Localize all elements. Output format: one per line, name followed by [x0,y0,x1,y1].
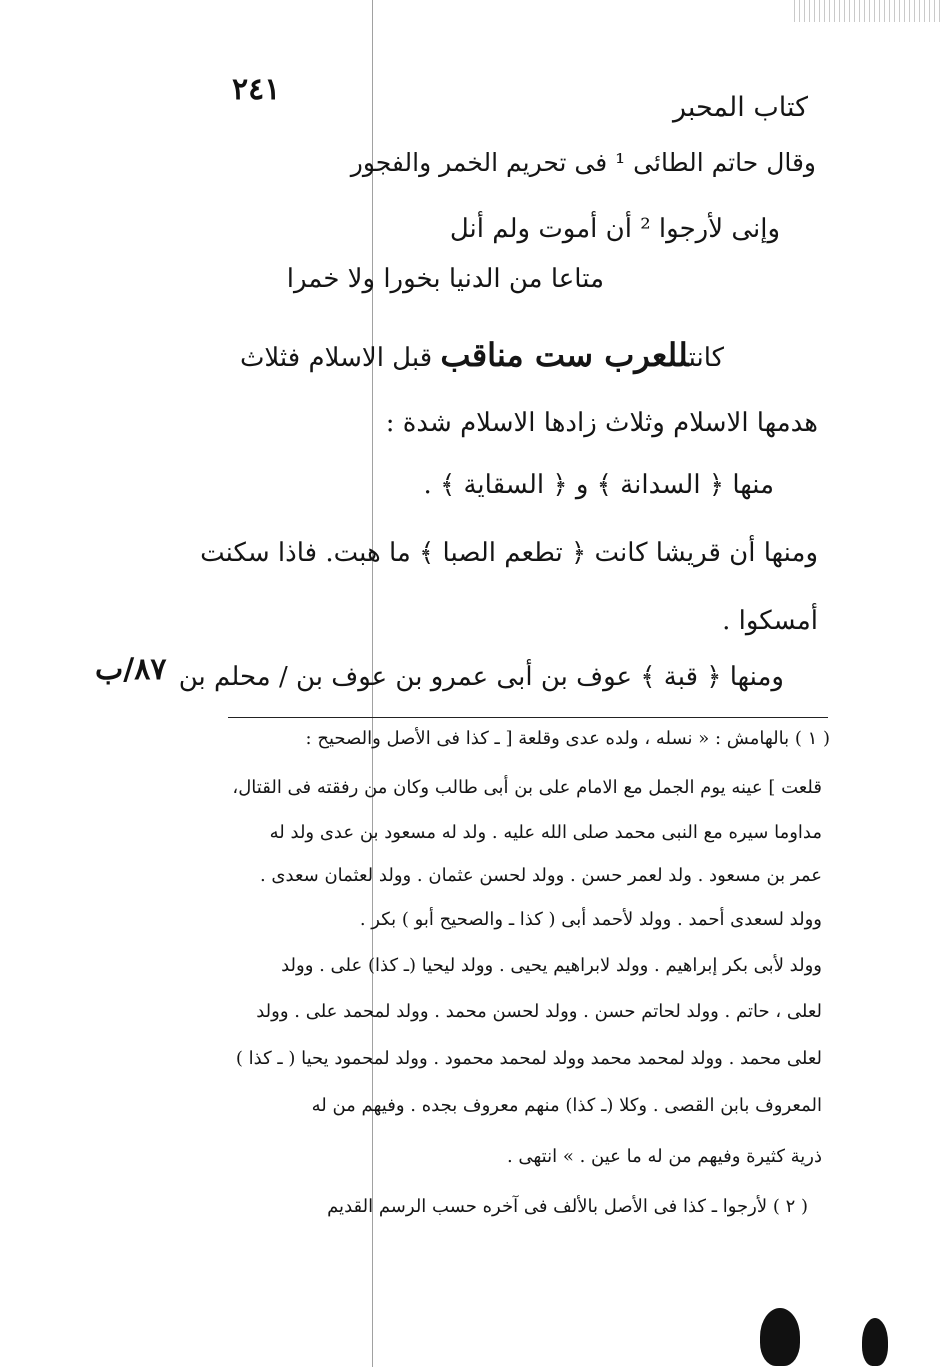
page-number: ٢٤١ [232,72,281,107]
footnote-line: لعلى محمد . وولد لمحمد محمد وولد لمحمد محمود . وولد لمحمود يحيا ( ـ كذا ) [235,1048,822,1069]
footnote-line: وولد لسعدى أحمد . وولد لأحمد أبى ( كذا ـ والصحيح أبو ) بكر . [359,909,822,930]
heading-bold: للعرب ست مناقب [440,336,689,374]
footnote-line: وولد لأبى بكر إبراهيم . وولد لابراهيم يحيى . وولد ليحيا (ـ كذا) على . وولد [281,955,822,976]
text-line: وقال حاتم الطائى ¹ فى تحريم الخمر والفجور [350,148,816,177]
scan-noise [794,0,944,22]
poem-line: متاعا من الدنيا بخورا ولا خمرا [286,264,604,294]
text-line: منها ﴿ السدانة ﴾ و ﴿ السقاية ﴾ . [423,470,774,500]
ink-blot [862,1318,888,1366]
book-title: كتاب المحبر [672,92,808,123]
section-heading [240,336,724,374]
footnote-line: ( ١ ) بالهامش : « نسله ، ولده عدى وقلعة [ ـ كذا فى الأصل والصحيح : [305,728,830,749]
poem-line: وإنى لأرجوا ² أن أموت ولم أنل [449,214,780,244]
text-line: ومنها أن قريشا كانت ﴿ تطعم الصبا ﴾ ما هبت. فاذا سكنت [200,538,818,568]
footnote-line: قلعت ] عينه يوم الجمل مع الامام على بن أبى طالب وكان من رفقته فى القتال، [232,777,822,798]
footnote-line: لعلى ، حاتم . وولد لحاتم حسن . وولد لحسن محمد . وولد لمحمد على . وولد [256,1001,822,1022]
footnote-line: المعروف بابن القصى . وكلا (ـ كذا) منهم معروف بجده . وفيهم من له [311,1095,822,1116]
folio-mark: ٨٧/ب [95,652,167,687]
heading-prefix: كانت [688,343,724,373]
footnote-separator [228,717,828,718]
text-line: أمسكوا . [722,606,818,636]
footnote-line: ( ٢ ) لأرجوا ـ كذا فى الأصل بالألف فى آخره حسب الرسم القديم [327,1196,808,1217]
footnote-line: ذرية كثيرة وفيهم من له ما عين . » انتهى . [506,1146,822,1167]
text-line: ومنها ﴿ قبة ﴾ عوف بن أبى عمرو بن عوف بن / محلم بن [178,662,784,692]
text-line: هدمها الاسلام وثلاث زادها الاسلام شدة : [385,408,818,438]
footnote-line: عمر بن مسعود . ولد لعمر حسن . وولد لحسن عثمان . وولد لعثمان سعدى . [259,865,822,886]
heading-suffix: قبل الاسلام فثلاث [239,343,433,373]
ink-blot [760,1308,800,1366]
footnote-line: مداوما سيره مع النبى محمد صلى الله عليه . ولد له مسعود بن عدى ولد له [269,822,822,843]
